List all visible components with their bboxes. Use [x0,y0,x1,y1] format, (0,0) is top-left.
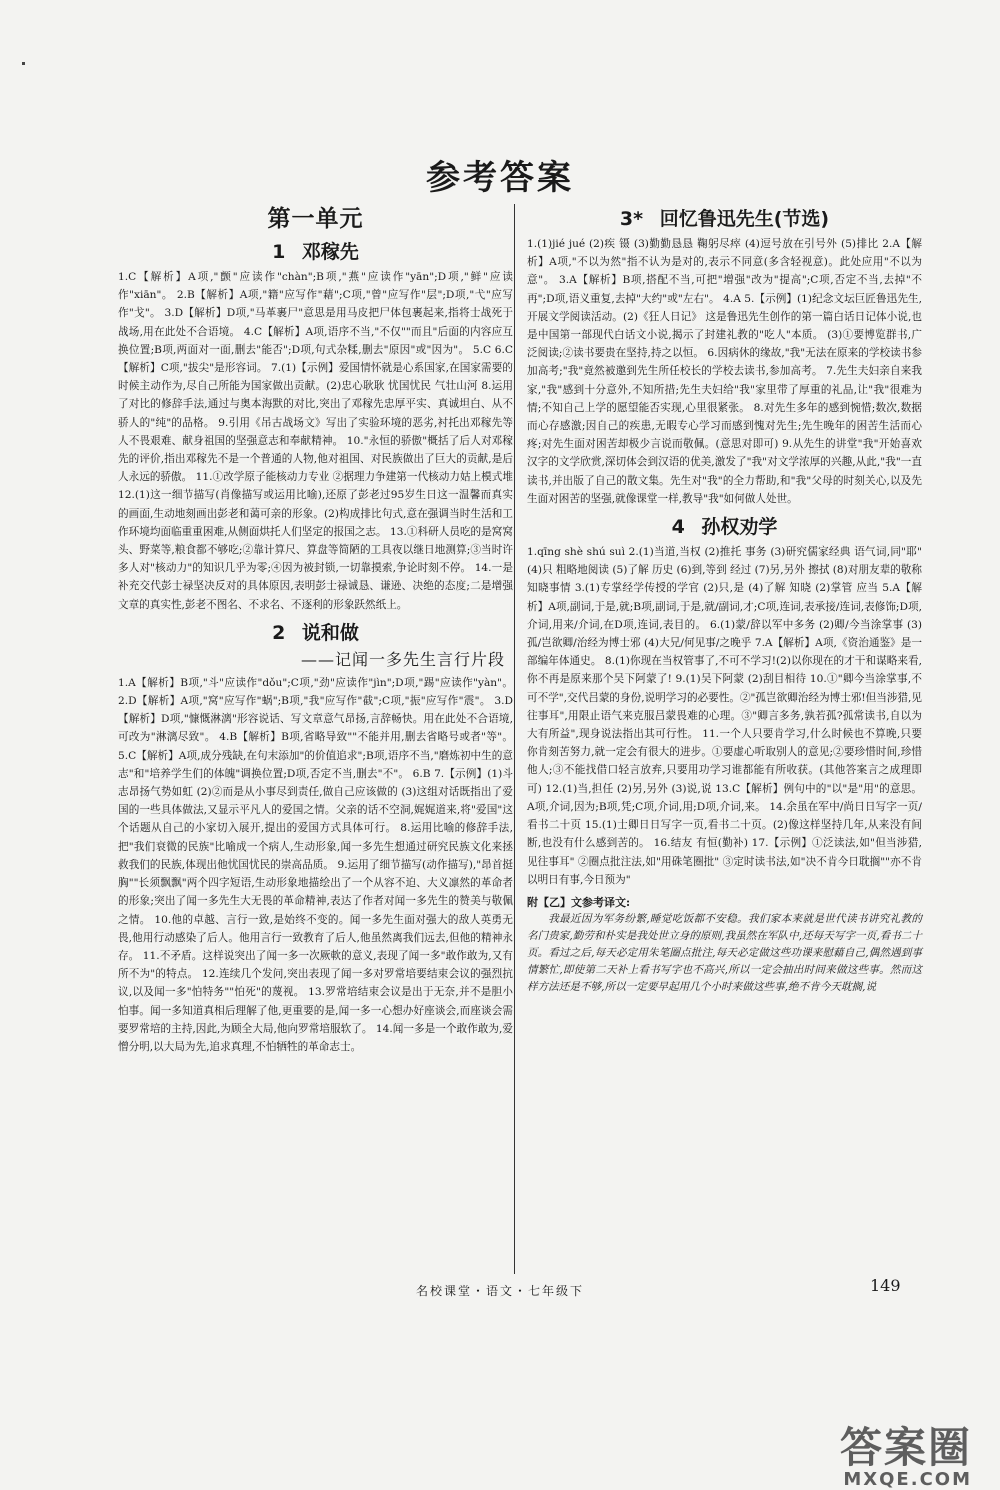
appendix-translation: 我最近因为军务纷繁,睡觉吃饭都不安稳。我们家本来就是世代读书讲究礼教的名门贵家,勤劳和朴实是我处世立身的原则,我虽然在军队中,还每天写字一页,看书二十页。看过之后,每天必定用朱笔圈点批注,每天必定做这些功课来慰藉自己,偶然遇到事情繁忙,即使第二天补上看书写字也不高兴,所以一定会抽出时间来做这些事。然而这样方法还是不够,所以一定要早起用几个小时来做这些事,绝不肯今天耽搁,说 [527,912,922,993]
watermark-url: MXQE.COM [843,1469,972,1490]
appendix-title: 附【乙】文参考译文: [527,895,631,909]
lesson-3-answers: 1.(1)jié jué (2)疾 镊 (3)勤勤恳恳 鞠躬尽瘁 (4)逗号放在引号外 (5)排比 2.A【解析】A项,"不以为然"指不认为是对的,表示不同意(多含轻视意)。此处应用"不以为意"。 3.A【解析】B项,搭配不当,可把"增强"改为"提高";C项,否定不当,去掉"不再";D项,语义重复,去掉"大约"或"左右"。 4.A 5.【示例】(1)纪念文坛巨匠鲁迅先生,开展文学阅读活动。(2)《狂人日记》 这是鲁迅先生创作的第一篇白话日记体小说,也是中国第一部现代白话文小说,揭示了封建礼教的"吃人"本质。 (3)①要博览群书,广泛阅读;②读书要贵在坚持,持之以恒。 6.因病休的缘故,"我"无法在原来的学校读书参加高考;"我"竟然被邀到先生所任校长的学校去读书,参加高考。 7.先生夫妇亲自来我家,"我"感到十分意外,不知所措;先生夫妇给"我"家里带了厚重的礼品,让"我"很难为情;不知自己上学的愿望能否实现,心里很紧张。 8.对先生多年的感到惋惜;数次,数据而心存感激;因自己的疾患,无暇专心学习而感到愧对先生;先生晚年的困苦生活而心疼;对先生面对困苦却极少言说而敬佩。(意思对即可) 9.从先生的讲堂"我"开始喜欢汉字的文学欣赏,深切体会到汉语的优美,激发了"我"对文学浓厚的兴趣,从此,"我"一直读书,并出版了自己的散文集。先生对"我"的全力帮助,和"我"父母的时刻关心,以及先生面对困苦的坚强,就像课堂一样,教导"我"如何做人处世。 [527,238,922,505]
right-column [527,200,922,996]
lesson-1-title: 1 邓稼先 [272,241,359,263]
page-title: 参考答案 [426,158,574,198]
watermark-logo: 答案圈 [839,1423,972,1472]
unit-title: 第一单元 [267,206,364,232]
lesson-2-subtitle: ——记闻一多先生言行片段 [300,649,505,669]
left-column [118,200,513,1056]
footer-book-title: 名校课堂・语文・七年级下 [415,1284,584,1298]
scan-mark [22,62,25,65]
watermark [840,1415,972,1490]
lesson-1-answers: 1.C【解析】A项,"颤"应读作"chàn";B项,"燕"应读作"yān";D项,"鲜"应读作"xiān"。 2.B【解析】A项,"籍"应写作"藉";C项,"曾"应写作"层";D项,"弋"应写作"戈"。 3.D【解析】D项,"马革裹尸"意思是用马皮把尸体包裹起来,指将士战死于战场,用在此处不合语境。 4.C【解析】A项,语序不当,"不仅""而且"后面的内容应互换位置;B项,两面对一面,删去"能否";D项,句式杂糅,删去"原因"或"因为"。 5.C 6.C【解析】C项,"拔尖"是形容词。 7.(1)【示例】爱国情怀就是心系国家,在国家需要的时候主动作为,尽自己所能为国家做出贡献。(2)忠心耿耿 忧国忧民 气壮山河 8.运用了对比的修辞手法,通过与奥本海默的对比,突出了邓稼先忠厚平实、真诚坦白、从不骄人的"纯"的品格。 9.引用《吊古战场文》写出了实验环境的恶劣,衬托出邓稼先等人不畏艰难、献身祖国的坚强意志和奉献精神。 10."永恒的骄傲"概括了后人对邓稼先的评价,指出邓稼先不是一个普通的人物,他对祖国、对民族做出了巨大的贡献,是后人永远的骄傲。 11.①改学原子能核动力专业 ②据理力争建第一代核动力姑上模式堆 12.(1)这一细节描写(肖像描写或运用比喻),还原了彭老过95岁生日这一温馨而真实的画面,生动地刻画出彭老和蔼可亲的形象。(2)构成排比句式,意在强调当时生活和工作环境均面临重重困难,从侧面烘托人们坚定的报国之志。 13.①科研人员吃的是窝窝头、野菜等,粮食都不够吃;②靠计算尺、算盘等简陋的工具夜以继日地测算;③当时许多人对"核动力"的知识几乎为零;④因为被封锁,一切靠摸索,争论时刻不停。 14.一是补充交代彭士禄坚决反对的具体原因,表明彭士禄诚恳、谦逊、决绝的态度;二是增强文章的真实性,彭老不图名、不求名、不逐利的形象跃然纸上。 [118,271,513,611]
page-number: 149 [870,1276,901,1295]
column-divider [514,204,515,1274]
lesson-4-title: 4 孙权劝学 [671,516,778,539]
lesson-2-answers: 1.A【解析】B项,"斗"应读作"dǒu";C项,"劲"应读作"jìn";D项,"踢"应读作"yàn"。 2.D【解析】A项,"窝"应写作"蜗";B项,"我"应写作"截";C项,"振"应写作"震"。 3.D【解析】D项,"慷慨淋漓"形容说话、写文章意气昂扬,言辞畅快。用在此处不合语境,可改为"淋漓尽致"。 4.B【解析】B项,省略导致""不能并用,删去省略号或者"等"。 5.C【解析】A项,成分残缺,在句末添加"的价值追求";B项,语序不当,"磨炼初中生的意志"和"培养学生们的体魄"调换位置;D项,否定不当,删去"不"。 6.B 7.【示例】(1)斗志昂扬气势如虹 (2)②而是从小事尽到责任,做自己应该做的 (3)这组对话既指出了爱国的一些具体做法,又显示平凡人的爱国之情。父亲的话不空洞,娓娓道来,将"爱国"这个话题从自己的小家切入展开,提出的爱国方式具体可行。 8.运用比喻的修辞手法,把"我们衰微的民族"比喻成一个病人,生动形象,闻一多先生想通过研究民族文化来拯救我们的民族,体现出他忧国忧民的崇高品质。 9.运用了细节描写(动作描写),"昂首挺胸""长须飘飘"两个四字短语,生动形象地描绘出了一个从容不迫、大义凛然的革命者的形象;突出了闻一多先生大无畏的革命精神,表达了作者对闻一多先生的赞美与敬佩之情。 10.他的卓越、言行一致,是始终不变的。闻一多先生面对强大的敌人英勇无畏,他用行动感染了后人。他用言行一致教育了后人,他虽然离我们远去,但他的精神永存。 11.不矛盾。这样说突出了闻一多一次厥軟的意义,表现了闻一多"敢作敢为,又有所不为"的特点。 12.连续几个发问,突出表现了闻一多对罗常培要结束会议的强烈抗议,以及闻一多"怕特务""怕死"的蔑视。 13.罗常培结束会议是出于无奈,并不是胆小怕事。闻一多知道真相后理解了他,更重要的是,闻一多一心想办好座谈会,而座谈会需要罗常培的主持,因此,为顾全大局,他向罗常培服软了。 14.闻一多是一个敢作敢为,爱憎分明,以大局为先,追求真理,不怕牺牲的革命志士。 [118,676,513,1053]
lesson-4-answers: 1.qīng shè shú suì 2.(1)当道,当权 (2)推托 事务 (3)研究儒家经典 语气词,同"耶" (4)只 粗略地阅读 (5)了解 历史 (6)到,等到 经过 (7)另,另外 擦拭 (8)对朋友辈的敬称 知晓事情 3.(1)专掌经学传授的学官 (2)只,是 (4)了解 知晓 (2)掌管 应当 5.A【解析】A项,副词,于是,就;B项,副词,于是,就/副词,才;C项,连词,表承接/连词,表修饰;D项,介词,用来/介词,在D项,连词,表目的。 6.(1)蒙/辞以军中多务 (2)卿/今当涂掌事 (3)孤/岂欲卿/治经为博士邪 (4)大兄/何见事/之晚乎 7.A【解析】A项,《资治通鉴》是一部编年体通史。 8.(1)你现在当权管事了,不可不学习!(2)以你现在的才干和谋略来看,你不再是原来那个吴下阿蒙了! 9.(1)吴下阿蒙 (2)刮目相待 10.①"卿今当涂掌事,不可不学",交代吕蒙的身份,说明学习的必要性。②"孤岂欲卿治经为博士邪!但当涉猎,见往事耳",用限止语气来克服吕蒙畏难的心理。③"卿言多务,孰若孤?孤常读书,自以为大有所益",现身说法指出其可行性。 11.一个人只要肯学习,什么时候也不算晚,只要你肯刻苦努力,就一定会有很大的进步。①要虚心听取别人的意见;②要珍惜时间,珍惜他人;③不能找借口轻言放弃,只要用功学习谁都能有所收获。(其他答案言之成理即可) 12.(1)当,担任 (2)另,另外 (3)说,说 13.C【解析】例句中的"以"是"用"的意思。A项,介词,因为;B项,凭;C项,介词,用;D项,介词,来。 14.余虽在军中/尚日日写字一页/看书二十页 15.(1)士卿日日写字一页,看书二十页。(2)像这样坚持几年,从来没有间断,也没有什么感到苦的。 16.结友 有恒(勤补) 17.【示例】①泛读法,如"但当涉猎,见往事耳" ②圈点批注法,如"用硃笔圈批" ③定时读书法,如"决不肯今日耽搁""亦不肯以明日有事,今日预为" [527,546,922,886]
lesson-3-title: 3* 回忆鲁迅先生(节选) [619,208,830,230]
lesson-2-title: 2 说和做 [272,621,359,644]
